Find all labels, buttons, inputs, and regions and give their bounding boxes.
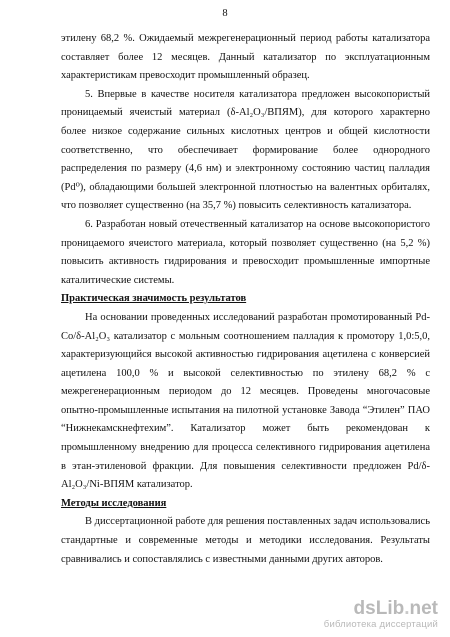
paragraph-practical-significance: На основании проведенных исследований разработан промотированный Pd-Co/δ-Al₂O₃ катализатор с мольным соотношением палладия к промотору 1,0:5,0, характеризующийся высокой активностью гидрирования ацетилена с конверсией ацетилена 100,0 % и высокой селективностью по этилену 68,2 % с межрегенерационным периодом до 12 месяцев. Проведены многочасовые опытно-промышленные испытания на пилотной установке Завода “Этилен” ПАО “Нижнекамскнефтехим”. Катализатор может быть рекомендован к промышленному внедрению для процесса селективного гидрирования ацетилена в этан-этиленовой фракции. Для повышения селективности предложен Pd/δ-Al₂O₃/Ni-ВПЯМ катализатор. [61, 311, 430, 491]
watermark-logo-main: dsLib [353, 598, 405, 619]
paragraph-item-5: 5. Впервые в качестве носителя катализатора предложен высокопористый проницаемый ячеистый материал (δ-Al₂O₃/ВПЯМ), для которого характерно более низкое содержание сильных кислотных центров и общей кислотности соответственно, что обеспечивает формирование более однородного распределения по размеру (4,6 нм) и электронному состоянию частиц палладия (Pd⁰), обладающими большей электронной плотностью на валентных орбиталях, что позволяет существенно (на 35,7 %) повысить селективность катализатора. [61, 88, 430, 212]
heading-practical-significance: Практическая значимость результатов [61, 293, 247, 305]
dslib-watermark [318, 599, 438, 631]
paragraph-continuation: этилену 68,2 %. Ожидаемый межрегенерационный период работы катализатора составляет более 12 месяцев. Данный катализатор по эксплуатационным характеристикам превосходит промышленный образец. [61, 33, 430, 82]
paragraph-item-6: 6. Разработан новый отечественный катализатор на основе высокопористого проницаемого ячеистого материала, который позволяет существенно (на 5,2 %) повысить активность гидрирования и превосходит промышленные импортные каталитические системы. [61, 218, 430, 286]
watermark-subtitle: библиотека диссертаций [323, 619, 438, 630]
watermark-logo-dot: . [404, 598, 410, 619]
page-body [61, 30, 430, 569]
watermark-logo [318, 599, 438, 619]
page-number: 8 [222, 8, 228, 19]
paragraph-research-methods: В диссертационной работе для решения поставленных задач использовались стандартные и современные методы и методики исследования. Результаты сравнивались и сопоставлялись с известными данными других авторов. [61, 516, 430, 565]
heading-research-methods: Методы исследования [61, 497, 167, 509]
watermark-logo-tld: net [409, 598, 438, 619]
